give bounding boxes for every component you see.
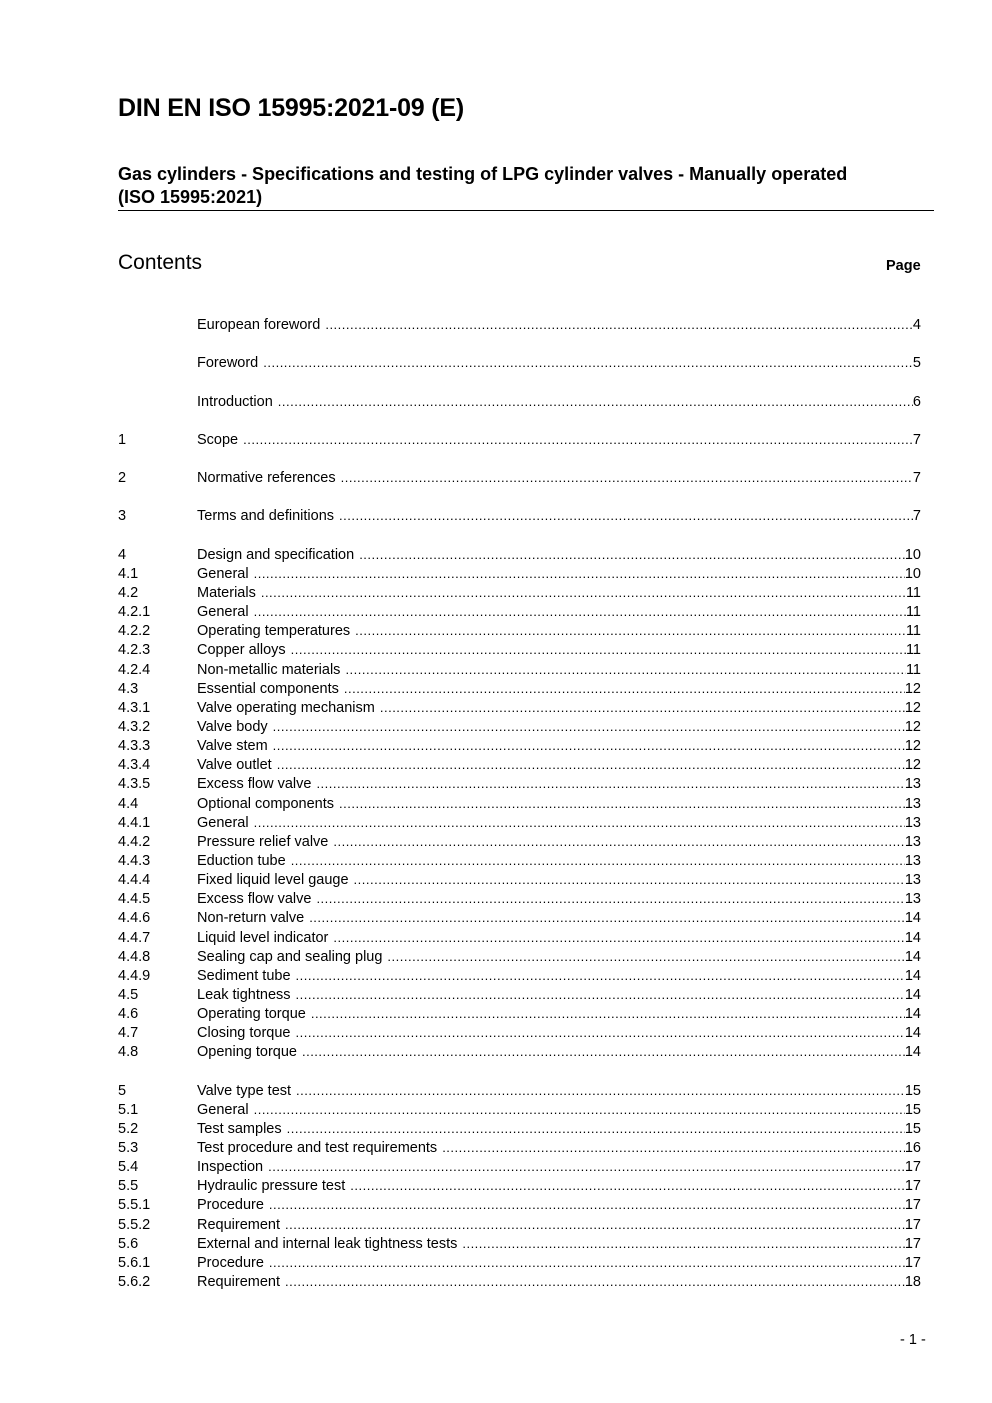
- toc-entry-number: 4.3: [118, 680, 139, 697]
- toc-entry[interactable]: [118, 1253, 921, 1272]
- toc-entry-title: Test samples: [197, 1120, 282, 1137]
- toc-dot-leader: [291, 640, 906, 659]
- toc-entry-page: 11: [905, 604, 921, 621]
- toc-entry-page: 14: [904, 1006, 921, 1023]
- document-title: DIN EN ISO 15995:2021-09 (E): [118, 94, 464, 122]
- contents-heading: Contents: [118, 251, 203, 274]
- toc-entry-page: 14: [904, 910, 921, 927]
- toc-entry-title: Valve type test: [197, 1082, 292, 1099]
- toc-entry-number: 5.5.1: [118, 1197, 151, 1214]
- toc-entry[interactable]: [118, 1215, 921, 1234]
- toc-entry[interactable]: [118, 660, 921, 679]
- toc-entry-page: 14: [904, 929, 921, 946]
- toc-entry-title: Introduction: [197, 393, 273, 410]
- toc-entry-page: 10: [904, 565, 921, 582]
- toc-entry-number: 5.4: [118, 1159, 139, 1176]
- toc-dot-leader: [316, 774, 904, 793]
- toc-entry-page: 13: [904, 852, 921, 869]
- toc-entry-title: Test procedure and test requirements: [197, 1140, 438, 1157]
- toc-dot-leader: [311, 1004, 905, 1023]
- toc-entry-page: 17: [904, 1216, 921, 1233]
- toc-dot-leader: [333, 928, 904, 947]
- toc-entry[interactable]: [118, 774, 921, 793]
- toc-entry[interactable]: [118, 832, 921, 851]
- toc-dot-leader: [341, 468, 913, 487]
- toc-dot-leader: [287, 1119, 905, 1138]
- toc-dot-leader: [462, 1234, 905, 1253]
- toc-entry-title: Operating temperatures: [197, 623, 351, 640]
- toc-dot-leader: [339, 794, 905, 813]
- toc-entry-page: 7: [912, 508, 921, 525]
- toc-entry-page: 15: [904, 1082, 921, 1099]
- toc-entry-page: 17: [904, 1235, 921, 1252]
- toc-entry-title: Liquid level indicator: [197, 929, 329, 946]
- toc-entry-number: 5.6: [118, 1235, 139, 1252]
- toc-entry[interactable]: [118, 353, 921, 372]
- toc-entry-page: 11: [905, 623, 921, 640]
- toc-entry-number: 5.6.2: [118, 1274, 151, 1291]
- toc-dot-leader: [263, 353, 913, 372]
- toc-dot-leader: [243, 430, 913, 449]
- toc-dot-leader: [354, 870, 905, 889]
- toc-entry-number: 4.2: [118, 584, 139, 601]
- toc-entry-page: 6: [912, 393, 921, 410]
- toc-dot-leader: [269, 1253, 905, 1272]
- toc-entry[interactable]: [118, 966, 921, 985]
- toc-entry[interactable]: [118, 1234, 921, 1253]
- toc-entry-page: 17: [904, 1178, 921, 1195]
- toc-dot-leader: [296, 1081, 905, 1100]
- toc-entry[interactable]: [118, 870, 921, 889]
- toc-entry[interactable]: [118, 315, 921, 334]
- toc-entry-number: 4.3.4: [118, 757, 151, 774]
- toc-entry-page: 12: [904, 757, 921, 774]
- toc-entry[interactable]: [118, 736, 921, 755]
- toc-entry-title: European foreword: [197, 317, 321, 333]
- toc-entry[interactable]: [118, 1100, 921, 1119]
- toc-dot-leader: [296, 985, 905, 1004]
- toc-entry[interactable]: [118, 621, 921, 640]
- toc-entry-number: 4.8: [118, 1044, 139, 1061]
- toc-entry-title: Non-metallic materials: [197, 661, 341, 678]
- toc-entry-number: 3: [118, 508, 127, 525]
- toc-entry-number: 4.2.2: [118, 623, 151, 640]
- toc-entry-page: 12: [904, 680, 921, 697]
- toc-dot-leader: [325, 315, 913, 334]
- toc-entry-page: 11: [905, 661, 921, 678]
- toc-dot-leader: [268, 1157, 905, 1176]
- toc-entry[interactable]: [118, 698, 921, 717]
- toc-entry-title: External and internal leak tightness tests: [197, 1235, 458, 1252]
- toc-entry-number: 4.7: [118, 1025, 139, 1042]
- toc-entry-title: Procedure: [197, 1197, 264, 1214]
- toc-dot-leader: [442, 1138, 905, 1157]
- toc-dot-leader: [344, 679, 905, 698]
- toc-dot-leader: [316, 889, 904, 908]
- toc-entry-number: 5.5.2: [118, 1216, 151, 1233]
- toc-entry-number: 4: [118, 546, 127, 563]
- toc-entry-page: 16: [904, 1140, 921, 1157]
- toc-entry-page: 13: [904, 776, 921, 793]
- toc-entry[interactable]: [118, 1176, 921, 1195]
- toc-entry-page: 14: [904, 986, 921, 1003]
- toc-entry-number: 4.4.3: [118, 852, 151, 869]
- toc-entry-page: 12: [904, 738, 921, 755]
- document-subtitle: Gas cylinders - Specifications and testing of LPG cylinder valves - Manually operated (ISO 15995:2021): [118, 164, 848, 207]
- toc-dot-leader: [269, 1195, 905, 1214]
- toc-entry-number: 2: [118, 470, 127, 487]
- toc-entry-number: 5.5: [118, 1178, 139, 1195]
- toc-entry-page: 13: [904, 872, 921, 889]
- toc-entry-number: 4.4.6: [118, 910, 151, 927]
- toc-entry-title: Inspection: [197, 1159, 264, 1176]
- toc-dot-leader: [273, 736, 905, 755]
- toc-entry-page: 13: [904, 814, 921, 831]
- toc-entry[interactable]: [118, 1119, 921, 1138]
- table-of-contents: [118, 315, 921, 1291]
- toc-entry-title: Valve operating mechanism: [197, 699, 375, 716]
- toc-entry-page: 11: [905, 584, 921, 601]
- toc-dot-leader: [285, 1215, 905, 1234]
- toc-entry-page: 13: [904, 795, 921, 812]
- toc-dot-leader: [380, 698, 905, 717]
- toc-entry-number: 5.3: [118, 1140, 139, 1157]
- toc-entry-page: 14: [904, 1025, 921, 1042]
- toc-entry-number: 4.4.7: [118, 929, 151, 946]
- toc-entry[interactable]: [118, 755, 921, 774]
- toc-entry-title: Normative references: [197, 470, 336, 487]
- toc-entry-title: Fixed liquid level gauge: [197, 872, 349, 889]
- toc-entry-page: 5: [912, 355, 921, 372]
- toc-entry-title: Requirement: [197, 1274, 281, 1291]
- toc-entry[interactable]: [118, 889, 921, 908]
- toc-entry-number: 4.4.4: [118, 872, 151, 889]
- toc-entry-number: 4.4.5: [118, 891, 151, 908]
- toc-entry[interactable]: [118, 564, 921, 583]
- toc-dot-leader: [359, 545, 905, 564]
- toc-entry-page: 17: [904, 1197, 921, 1214]
- toc-entry[interactable]: [118, 1081, 921, 1100]
- toc-entry-number: 4.3.5: [118, 776, 151, 793]
- toc-entry-number: 4.5: [118, 986, 139, 1003]
- toc-entry[interactable]: [118, 468, 921, 487]
- toc-entry-title: Essential components: [197, 680, 339, 697]
- toc-entry[interactable]: [118, 1042, 921, 1061]
- toc-entry-title: Valve body: [197, 718, 268, 735]
- toc-entry-number: 4.6: [118, 1006, 139, 1023]
- toc-entry[interactable]: [118, 1157, 921, 1176]
- toc-entry-page: 12: [904, 699, 921, 716]
- toc-entry[interactable]: [118, 908, 921, 927]
- toc-entry-number: 1: [118, 431, 127, 448]
- toc-entry-page: 13: [904, 833, 921, 850]
- toc-entry[interactable]: [118, 1004, 921, 1023]
- toc-entry-title: Procedure: [197, 1254, 264, 1271]
- toc-entry-number: 4.3.1: [118, 699, 151, 716]
- toc-dot-leader: [333, 832, 905, 851]
- toc-entry-page: 11: [905, 642, 921, 659]
- toc-entry[interactable]: [118, 947, 921, 966]
- toc-entry-title: Sediment tube: [197, 967, 291, 984]
- toc-entry[interactable]: [118, 717, 921, 736]
- toc-dot-leader: [387, 947, 904, 966]
- toc-dot-leader: [254, 602, 906, 621]
- toc-entry[interactable]: [118, 851, 921, 870]
- toc-entry-title: Closing torque: [197, 1025, 291, 1042]
- toc-entry-page: 18: [904, 1274, 921, 1291]
- toc-entry-page: 14: [904, 948, 921, 965]
- toc-dot-leader: [355, 621, 906, 640]
- toc-entry[interactable]: [118, 430, 921, 449]
- toc-entry[interactable]: [118, 813, 921, 832]
- toc-entry-number: 5.6.1: [118, 1254, 151, 1271]
- toc-entry-title: Excess flow valve: [197, 776, 312, 793]
- toc-entry-title: Terms and definitions: [197, 508, 335, 525]
- toc-entry-number: 5: [118, 1082, 127, 1099]
- toc-dot-leader: [296, 966, 905, 985]
- toc-entry[interactable]: [118, 640, 921, 659]
- toc-entry-page: 4: [912, 317, 921, 333]
- toc-entry[interactable]: [118, 602, 921, 621]
- toc-entry-number: 5.1: [118, 1101, 139, 1118]
- toc-entry-title: Valve outlet: [197, 757, 272, 774]
- toc-entry-page: 7: [912, 470, 921, 487]
- toc-entry-number: 4.2.1: [118, 604, 151, 621]
- toc-entry[interactable]: [118, 928, 921, 947]
- toc-dot-leader: [285, 1272, 905, 1291]
- toc-entry[interactable]: [118, 1195, 921, 1214]
- toc-entry-page: 12: [904, 718, 921, 735]
- toc-entry[interactable]: [118, 1023, 921, 1042]
- toc-entry-number: 5.2: [118, 1120, 139, 1137]
- toc-entry-number: 4.4.8: [118, 948, 151, 965]
- toc-entry-number: 4.2.3: [118, 642, 151, 659]
- toc-dot-leader: [277, 755, 905, 774]
- toc-entry-title: Scope: [197, 431, 239, 448]
- toc-entry[interactable]: [118, 1138, 921, 1157]
- toc-entry[interactable]: [118, 506, 921, 525]
- toc-entry-page: 13: [904, 891, 921, 908]
- toc-entry-number: 4.3.2: [118, 718, 151, 735]
- toc-entry-title: Eduction tube: [197, 852, 286, 869]
- toc-entry-number: 4.4.9: [118, 967, 151, 984]
- toc-entry-title: Excess flow valve: [197, 891, 312, 908]
- toc-dot-leader: [261, 583, 906, 602]
- toc-entry[interactable]: [118, 545, 921, 564]
- toc-entry-number: 4.1: [118, 565, 139, 582]
- toc-entry-title: Hydraulic pressure test: [197, 1178, 346, 1195]
- toc-entry-title: Valve stem: [197, 738, 268, 755]
- toc-entry-title: General: [197, 565, 249, 582]
- toc-entry-page: 15: [904, 1120, 921, 1137]
- toc-entry[interactable]: [118, 985, 921, 1004]
- toc-entry-number: 4.4.1: [118, 814, 151, 831]
- toc-entry[interactable]: [118, 392, 921, 411]
- title-rule: [118, 210, 934, 211]
- toc-entry-title: Leak tightness: [197, 986, 291, 1003]
- toc-dot-leader: [345, 660, 906, 679]
- toc-dot-leader: [339, 506, 913, 525]
- toc-entry-page: 7: [912, 431, 921, 448]
- toc-entry-number: 4.4.2: [118, 833, 151, 850]
- toc-entry-number: 4.3.3: [118, 738, 151, 755]
- toc-entry-title: General: [197, 1101, 249, 1118]
- toc-dot-leader: [350, 1176, 905, 1195]
- toc-entry-title: Non-return valve: [197, 910, 305, 927]
- toc-dot-leader: [273, 717, 905, 736]
- toc-entry-title: Foreword: [197, 355, 259, 372]
- toc-entry-title: Pressure relief valve: [197, 833, 329, 850]
- toc-entry-title: General: [197, 814, 249, 831]
- toc-entry-title: Optional components: [197, 795, 335, 812]
- toc-entry-title: Sealing cap and sealing plug: [197, 948, 383, 965]
- toc-entry[interactable]: [118, 679, 921, 698]
- toc-dot-leader: [254, 1100, 905, 1119]
- toc-entry-title: General: [197, 604, 249, 621]
- toc-dot-leader: [254, 813, 905, 832]
- toc-entry[interactable]: [118, 583, 921, 602]
- toc-dot-leader: [278, 392, 913, 411]
- toc-entry-page: 14: [904, 967, 921, 984]
- toc-entry-title: Requirement: [197, 1216, 281, 1233]
- toc-entry-page: 17: [904, 1159, 921, 1176]
- toc-entry-page: 15: [904, 1101, 921, 1118]
- toc-dot-leader: [291, 851, 905, 870]
- toc-entry-title: Operating torque: [197, 1006, 306, 1023]
- toc-entry-page: 17: [904, 1254, 921, 1271]
- toc-dot-leader: [296, 1023, 905, 1042]
- toc-entry[interactable]: [118, 1272, 921, 1291]
- toc-entry-title: Copper alloys: [197, 642, 286, 659]
- toc-entry-title: Design and specification: [197, 546, 355, 563]
- toc-entry-number: 4.4: [118, 795, 139, 812]
- toc-entry-title: Materials: [197, 584, 256, 601]
- toc-entry-page: 14: [904, 1044, 921, 1061]
- toc-entry[interactable]: [118, 794, 921, 813]
- toc-entry-number: 4.2.4: [118, 661, 151, 678]
- toc-dot-leader: [302, 1042, 905, 1061]
- toc-entry-title: Opening torque: [197, 1044, 297, 1061]
- toc-dot-leader: [254, 564, 905, 583]
- toc-dot-leader: [309, 908, 905, 927]
- page-column-heading: Page: [886, 258, 921, 274]
- toc-entry-page: 10: [904, 546, 921, 563]
- page-number: - 1 -: [900, 1332, 926, 1348]
